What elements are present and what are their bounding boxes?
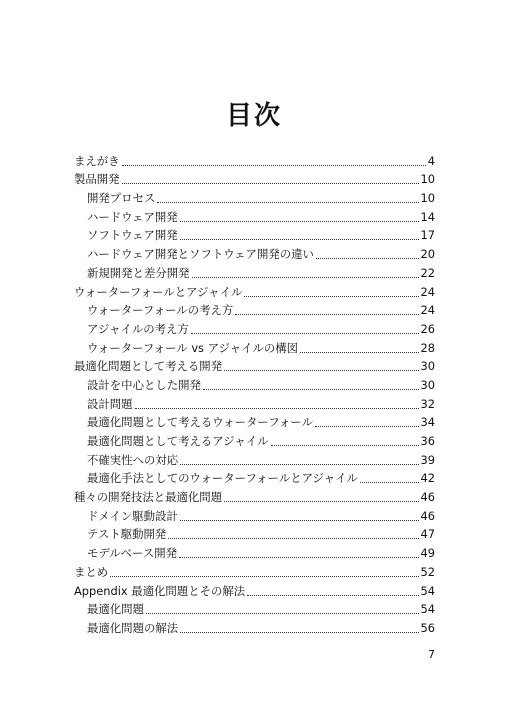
dot-leader xyxy=(244,296,418,297)
toc-entry-label: 最適化問題の解法 xyxy=(87,620,179,635)
toc-entry-page: 49 xyxy=(420,546,435,561)
dot-leader xyxy=(316,258,419,259)
toc-entry[interactable] xyxy=(74,598,435,617)
toc-entry[interactable] xyxy=(74,317,435,336)
dot-leader xyxy=(110,576,418,577)
dot-leader xyxy=(271,445,419,446)
toc-entry-page: 14 xyxy=(420,209,435,224)
toc-entry-page: 52 xyxy=(420,564,435,579)
toc-entry-label: テスト駆動開発 xyxy=(87,527,167,542)
toc-entry-page: 30 xyxy=(420,359,435,374)
toc-entry-page: 54 xyxy=(420,583,435,598)
dot-leader xyxy=(224,370,418,371)
dot-leader xyxy=(180,239,419,240)
toc-entry-page: 28 xyxy=(420,340,435,355)
toc-entry[interactable] xyxy=(74,168,435,187)
toc-entry[interactable] xyxy=(74,355,435,374)
toc-entry[interactable] xyxy=(74,411,435,430)
toc-entry-label: ウォーターフォールの考え方 xyxy=(87,303,234,318)
toc-entry-label: 不確実性への対応 xyxy=(87,452,179,467)
toc-entry-label: ハードウェア開発とソフトウェア開発の違い xyxy=(87,247,314,262)
toc-entry-label: 最適化問題 xyxy=(87,602,144,617)
dot-leader xyxy=(224,501,418,502)
dot-leader xyxy=(168,538,418,539)
toc-entry-label: ウォーターフォール vs アジャイルの構図 xyxy=(87,340,299,355)
toc-entry-label: アジャイルの考え方 xyxy=(87,321,189,336)
toc-entry[interactable] xyxy=(74,299,435,318)
dot-leader xyxy=(192,277,419,278)
toc-entry-page: 47 xyxy=(420,527,435,542)
toc-entry-page: 42 xyxy=(420,471,435,486)
toc-entry-label: 最適化問題として考える開発 xyxy=(74,359,223,374)
page-title: 目次 xyxy=(225,101,282,131)
toc-entry-page: 39 xyxy=(420,452,435,467)
toc-entry-page: 46 xyxy=(420,508,435,523)
dot-leader xyxy=(300,352,418,353)
toc-entry[interactable] xyxy=(74,429,435,448)
toc-entry-label: ウォーターフォールとアジャイル xyxy=(74,284,243,299)
toc-entry-page: 17 xyxy=(420,228,435,243)
toc-entry[interactable] xyxy=(74,149,435,168)
dot-leader xyxy=(180,464,418,465)
toc-entry-label: モデルベース開発 xyxy=(87,546,177,561)
toc-entry[interactable] xyxy=(74,224,435,243)
toc-entry-page: 26 xyxy=(420,321,435,336)
toc-entry[interactable] xyxy=(74,560,435,579)
dot-leader xyxy=(157,202,418,203)
dot-leader xyxy=(203,389,419,390)
dot-leader xyxy=(191,333,419,334)
toc-entry-page: 30 xyxy=(420,377,435,392)
toc-entry[interactable] xyxy=(74,504,435,523)
toc-entry[interactable] xyxy=(74,242,435,261)
dot-leader xyxy=(135,408,419,409)
toc-entry-page: 54 xyxy=(420,602,435,617)
table-of-contents xyxy=(74,149,435,635)
toc-entry[interactable] xyxy=(74,261,435,280)
toc-entry[interactable] xyxy=(74,616,435,635)
dot-leader xyxy=(180,632,418,633)
toc-entry[interactable] xyxy=(74,448,435,467)
toc-entry[interactable] xyxy=(74,280,435,299)
toc-entry-label: ハードウェア開発 xyxy=(87,209,178,224)
toc-entry-label: 最適化問題として考えるウォーターフォール xyxy=(87,415,313,430)
toc-entry[interactable] xyxy=(74,392,435,411)
toc-entry[interactable] xyxy=(74,186,435,205)
toc-entry-page: 4 xyxy=(427,153,435,168)
toc-entry-label: 最適化問題として考えるアジャイル xyxy=(87,434,269,448)
dot-leader xyxy=(360,482,419,483)
toc-entry-page: 36 xyxy=(420,434,435,448)
toc-entry-label: 製品開発 xyxy=(74,172,120,187)
toc-entry-page: 22 xyxy=(420,265,435,280)
toc-entry[interactable] xyxy=(74,523,435,542)
toc-entry-label: 最適化手法としてのウォーターフォールとアジャイル xyxy=(87,471,358,486)
toc-entry-page: 32 xyxy=(420,396,435,411)
dot-leader xyxy=(180,221,419,222)
dot-leader xyxy=(235,314,418,315)
dot-leader xyxy=(122,183,419,184)
toc-entry-page: 34 xyxy=(420,415,435,430)
toc-entry-label: Appendix 最適化問題とその解法 xyxy=(74,583,246,598)
toc-entry-label: ソフトウェア開発 xyxy=(87,228,178,243)
toc-entry-page: 24 xyxy=(420,284,435,299)
toc-entry[interactable] xyxy=(74,485,435,504)
toc-entry-label: ドメイン駆動設計 xyxy=(87,508,178,523)
toc-entry-label: 種々の開発技法と最適化問題 xyxy=(74,490,223,505)
toc-entry-label: まとめ xyxy=(74,564,109,579)
toc-entry-page: 10 xyxy=(420,172,435,187)
dot-leader xyxy=(180,520,419,521)
dot-leader xyxy=(247,595,418,596)
toc-entry-page: 10 xyxy=(420,191,435,206)
toc-entry[interactable] xyxy=(74,541,435,560)
toc-entry[interactable] xyxy=(74,205,435,224)
toc-entry[interactable] xyxy=(74,467,435,486)
toc-entry-page: 46 xyxy=(420,490,435,505)
dot-leader xyxy=(146,613,419,614)
page-number: 7 xyxy=(428,648,435,661)
toc-entry-label: 開発プロセス xyxy=(87,191,156,206)
toc-entry-page: 56 xyxy=(420,620,435,635)
toc-entry-label: 設計を中心とした開発 xyxy=(87,377,201,392)
dot-leader xyxy=(122,165,426,166)
toc-entry-label: まえがき xyxy=(74,153,120,168)
dot-leader xyxy=(315,426,419,427)
toc-entry-page: 24 xyxy=(420,303,435,318)
toc-entry[interactable] xyxy=(74,373,435,392)
toc-entry[interactable] xyxy=(74,579,435,598)
toc-entry[interactable] xyxy=(74,336,435,355)
dot-leader xyxy=(179,557,419,558)
toc-entry-page: 20 xyxy=(420,247,435,262)
toc-entry-label: 設計問題 xyxy=(87,396,133,411)
toc-entry-label: 新規開発と差分開発 xyxy=(87,265,190,280)
